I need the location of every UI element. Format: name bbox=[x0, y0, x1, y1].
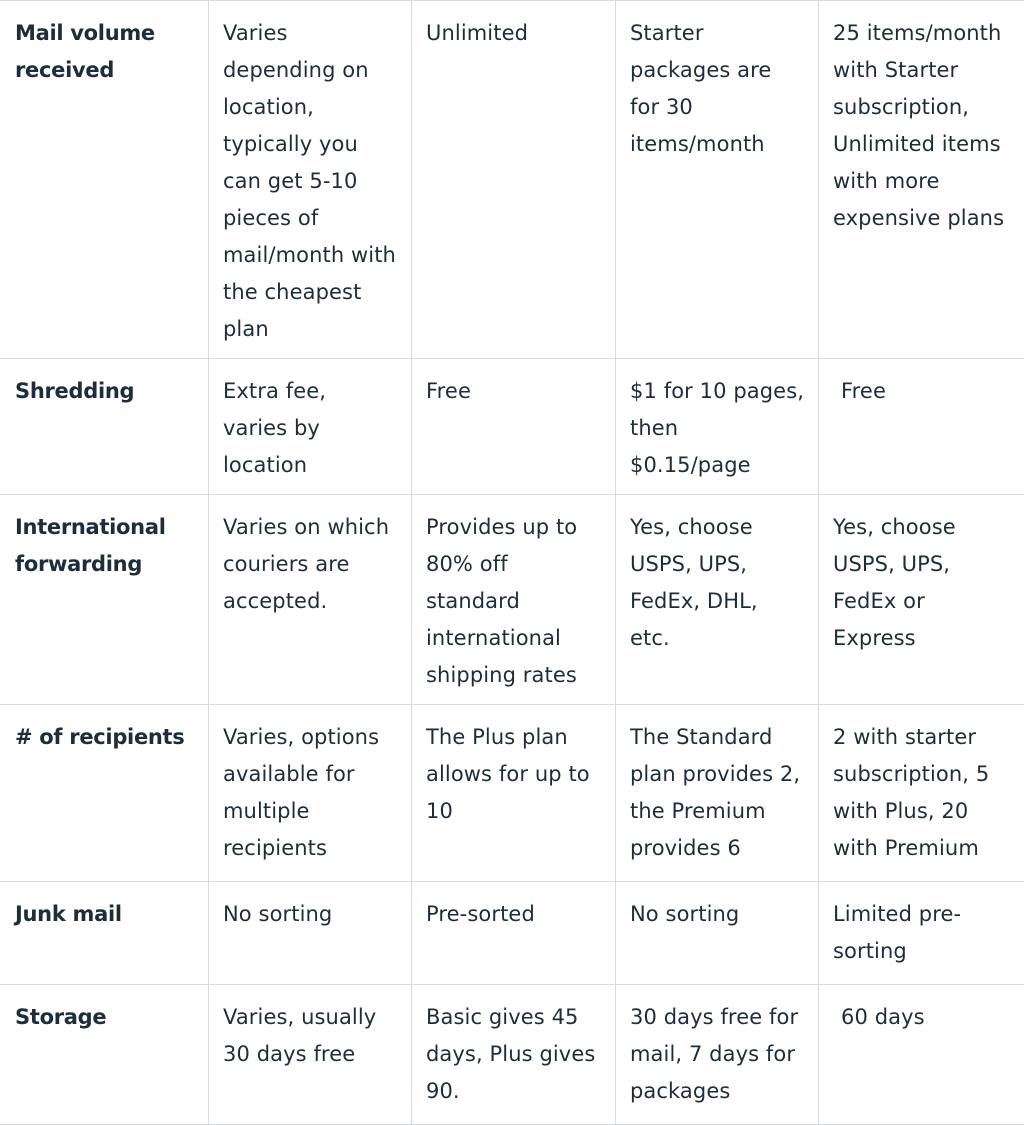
table-cell: Varies, usually 30 days free bbox=[209, 985, 412, 1125]
table-cell: Varies depending on location, typically you can get 5-10 pieces of mail/month with the cheapest plan bbox=[209, 1, 412, 359]
table-row bbox=[1, 359, 1024, 495]
table-cell: The Plus plan allows for up to 10 bbox=[412, 705, 616, 882]
table-row bbox=[1, 985, 1024, 1125]
table-cell: 2 with starter subscription, 5 with Plus, 20 with Premium bbox=[819, 705, 1024, 882]
table-row bbox=[1, 495, 1024, 705]
table-cell: Unlimited bbox=[412, 1, 616, 359]
table-cell: Yes, choose USPS, UPS, FedEx, DHL, etc. bbox=[616, 495, 819, 705]
table-cell: $1 for 10 pages, then $0.15/page bbox=[616, 359, 819, 495]
table-cell: Limited pre-sorting bbox=[819, 882, 1024, 985]
table-cell: Varies on which couriers are accepted. bbox=[209, 495, 412, 705]
table-cell: No sorting bbox=[616, 882, 819, 985]
table-cell: Yes, choose USPS, UPS, FedEx or Express bbox=[819, 495, 1024, 705]
table-row bbox=[1, 1, 1024, 359]
table-cell: Provides up to 80% off standard international shipping rates bbox=[412, 495, 616, 705]
table-cell: Free bbox=[412, 359, 616, 495]
table-cell: Starter packages are for 30 items/month bbox=[616, 1, 819, 359]
table-cell: Basic gives 45 days, Plus gives 90. bbox=[412, 985, 616, 1125]
table-cell: Varies, options available for multiple recipients bbox=[209, 705, 412, 882]
row-label: Storage bbox=[1, 985, 209, 1125]
table-cell: Extra fee, varies by location bbox=[209, 359, 412, 495]
table-cell: 25 items/month with Starter subscription, Unlimited items with more expensive plans bbox=[819, 1, 1024, 359]
table-cell: 60 days bbox=[819, 985, 1024, 1125]
row-label: # of recipients bbox=[1, 705, 209, 882]
table-row bbox=[1, 705, 1024, 882]
row-label: Shredding bbox=[1, 359, 209, 495]
table-cell: The Standard plan provides 2, the Premium provides 6 bbox=[616, 705, 819, 882]
table-row bbox=[1, 882, 1024, 985]
table-cell: 30 days free for mail, 7 days for packages bbox=[616, 985, 819, 1125]
table-cell: No sorting bbox=[209, 882, 412, 985]
row-label: Mail volume received bbox=[1, 1, 209, 359]
row-label: International forwarding bbox=[1, 495, 209, 705]
row-label: Junk mail bbox=[1, 882, 209, 985]
table-cell: Free bbox=[819, 359, 1024, 495]
table-cell: Pre-sorted bbox=[412, 882, 616, 985]
